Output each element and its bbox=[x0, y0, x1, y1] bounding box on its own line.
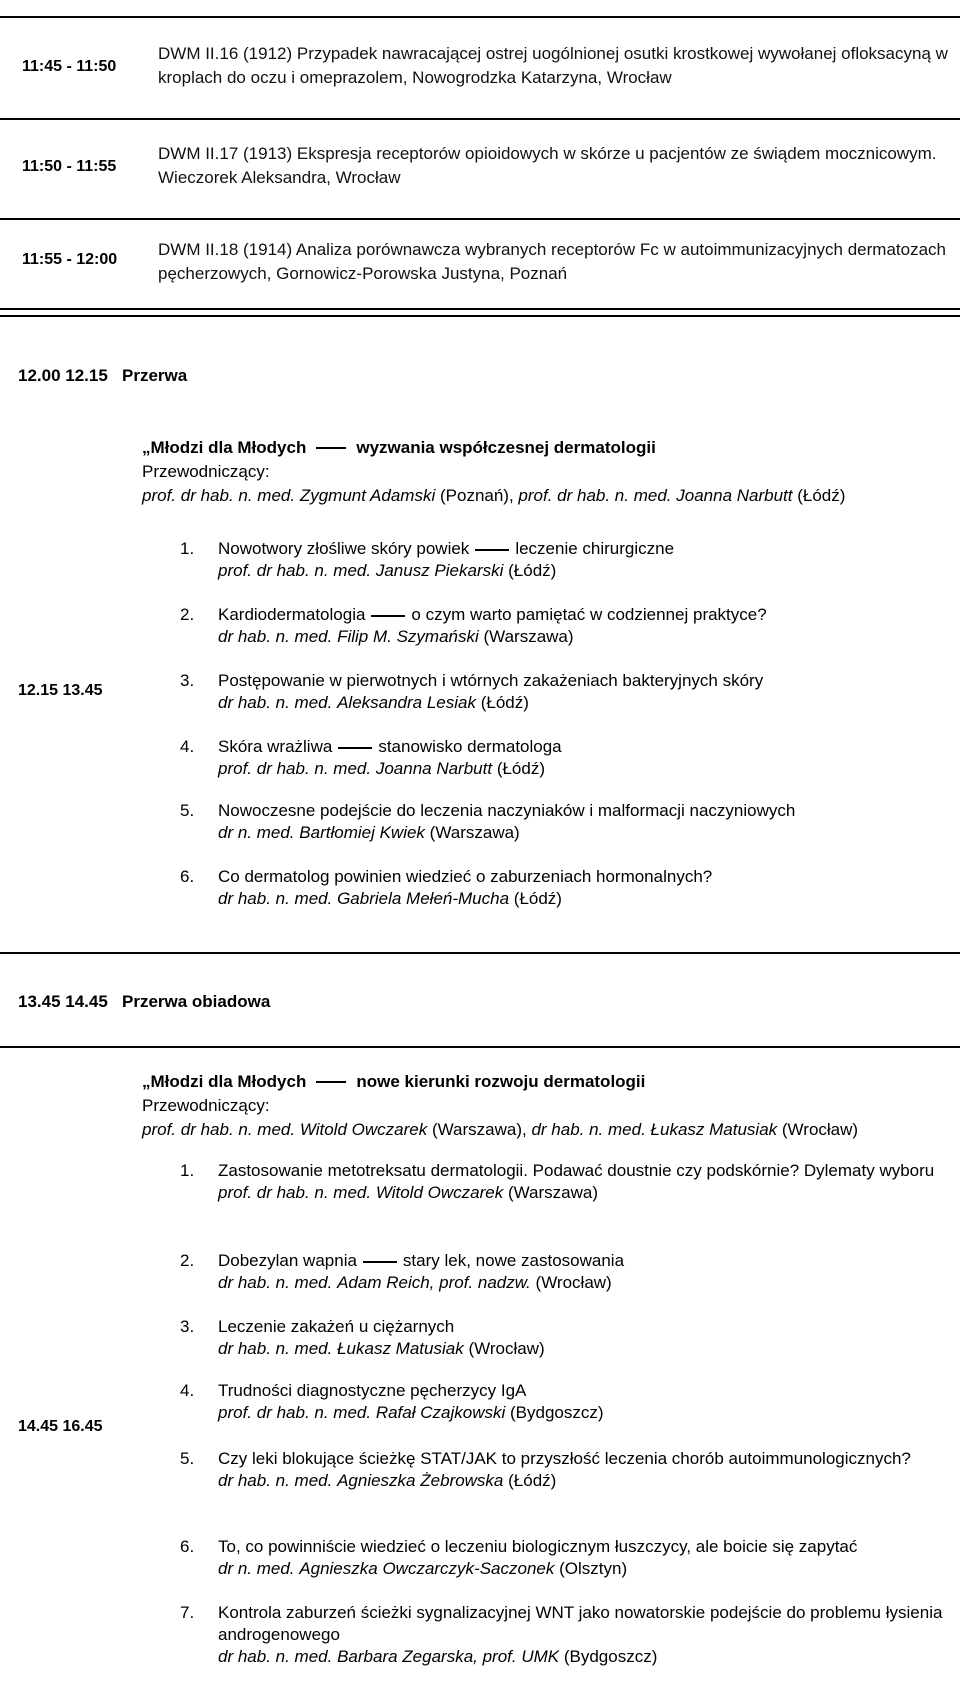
agenda-item bbox=[180, 1316, 955, 1360]
speaker-degree: prof. dr hab. n. med. bbox=[218, 1183, 372, 1202]
item-speaker bbox=[218, 758, 955, 780]
item-text bbox=[218, 1380, 955, 1402]
agenda-item bbox=[180, 1160, 955, 1204]
agenda-item bbox=[180, 538, 955, 582]
chair-city: (Łódź) bbox=[797, 486, 846, 505]
speaker-degree: prof. dr hab. n. med. bbox=[218, 759, 372, 778]
speaker-name: Joanna Narbutt bbox=[375, 759, 493, 778]
item-subtitle: stanowisko dermatologa bbox=[378, 737, 562, 756]
item-speaker bbox=[218, 1338, 955, 1360]
row-description: DWM II.16 (1912) Przypadek nawracającej ostrej uogólnionej osutki krostkowej wywołanej ofloksacyną w kroplach do oczu i omeprazolem, Nowogrodzka Katarzyna, Wrocław bbox=[158, 44, 948, 87]
rule bbox=[0, 16, 960, 18]
agenda-item bbox=[180, 1250, 955, 1294]
chair-name: Witold Owczarek bbox=[299, 1120, 428, 1139]
item-title: Zastosowanie metotreksatu dermatologii. Podawać doustnie czy podskórnie? Dylematy wyboru bbox=[218, 1161, 935, 1180]
speaker-name: Witold Owczarek bbox=[375, 1183, 504, 1202]
item-text bbox=[218, 866, 955, 888]
dash bbox=[363, 1261, 397, 1263]
speaker-degree: dr hab. n. med. bbox=[218, 1273, 333, 1292]
item-text bbox=[218, 1160, 955, 1182]
session-time: 14.45 16.45 bbox=[18, 1418, 103, 1435]
speaker-name: Barbara Zegarska, prof. UMK bbox=[337, 1647, 560, 1666]
chairs bbox=[142, 484, 957, 508]
chair-name: Joanna Narbutt bbox=[676, 486, 793, 505]
item-number: 4. bbox=[180, 1381, 195, 1400]
chair-label: Przewodniczący: bbox=[142, 1096, 270, 1115]
session-title bbox=[142, 436, 957, 460]
break-label: Przerwa obiadowa bbox=[121, 992, 271, 1011]
break-row bbox=[18, 366, 187, 386]
chairs bbox=[142, 1118, 957, 1142]
speaker-degree: dr hab. n. med. bbox=[218, 1471, 333, 1490]
item-text bbox=[218, 538, 955, 560]
session-title-part: wyzwania współczesnej dermatologii bbox=[356, 438, 656, 457]
session-title-part: „Młodzi dla Młodych bbox=[142, 1072, 307, 1091]
item-text bbox=[218, 1536, 955, 1558]
item-number: 2. bbox=[180, 1251, 195, 1270]
item-title: Co dermatolog powinien wiedzieć o zaburzeniach hormonalnych? bbox=[218, 867, 713, 886]
break-row bbox=[18, 992, 270, 1012]
row-description: DWM II.18 (1914) Analiza porównawcza wybranych receptorów Fc w autoimmunizacyjnych dermatozach pęcherzowych, Gornowicz-Porowska Justyna, Poznań bbox=[158, 240, 946, 283]
speaker-city: (Olsztyn) bbox=[559, 1559, 628, 1578]
item-title: Kardiodermatologia bbox=[218, 605, 366, 624]
speaker-name: Agnieszka Owczarczyk-Saczonek bbox=[299, 1559, 555, 1578]
speaker-name: Rafał Czajkowski bbox=[375, 1403, 506, 1422]
item-speaker bbox=[218, 1182, 955, 1204]
break-label: Przerwa bbox=[121, 366, 188, 385]
speaker-degree: dr hab. n. med. bbox=[218, 1339, 333, 1358]
item-number: 5. bbox=[180, 1449, 195, 1468]
item-text bbox=[218, 736, 955, 758]
speaker-name: Janusz Piekarski bbox=[375, 561, 504, 580]
item-title: Postępowanie w pierwotnych i wtórnych zakażeniach bakteryjnych skóry bbox=[218, 671, 764, 690]
chair-label: Przewodniczący: bbox=[142, 462, 270, 481]
agenda-item bbox=[180, 1380, 955, 1424]
item-number: 6. bbox=[180, 867, 195, 886]
item-title: To, co powinniście wiedzieć o leczeniu biologicznym łuszczycy, ale boicie się zapytać bbox=[218, 1537, 858, 1556]
agenda-item bbox=[180, 1536, 955, 1580]
speaker-degree: dr hab. n. med. bbox=[218, 627, 333, 646]
session-title-part: „Młodzi dla Młodych bbox=[142, 438, 307, 457]
speaker-name: Aleksandra Lesiak bbox=[337, 693, 476, 712]
agenda-item bbox=[180, 800, 955, 844]
item-number: 6. bbox=[180, 1537, 195, 1556]
item-text bbox=[218, 1602, 955, 1646]
item-title: Nowotwory złośliwe skóry powiek bbox=[218, 539, 470, 558]
speaker-city: (Łódź) bbox=[508, 1471, 557, 1490]
row-time: 11:55 - 12:00 bbox=[22, 251, 118, 268]
row-time: 11:45 - 11:50 bbox=[22, 58, 117, 75]
chair-city: (Poznań), bbox=[439, 486, 514, 505]
speaker-name: Filip M. Szymański bbox=[337, 627, 479, 646]
rule bbox=[0, 1046, 960, 1048]
speaker-city: (Łódź) bbox=[496, 759, 545, 778]
item-text bbox=[218, 1448, 955, 1470]
speaker-degree: dr n. med. bbox=[218, 823, 295, 842]
chair-degree: dr hab. n. med. bbox=[531, 1120, 646, 1139]
speaker-name: Adam Reich, prof. nadzw. bbox=[337, 1273, 531, 1292]
item-text bbox=[218, 1250, 955, 1272]
row-description: DWM II.17 (1913) Ekspresja receptorów opioidowych w skórze u pacjentów ze świądem mocznicowym. Wieczorek Aleksandra, Wrocław bbox=[158, 144, 937, 187]
item-speaker bbox=[218, 560, 955, 582]
item-speaker bbox=[218, 692, 955, 714]
item-speaker bbox=[218, 1558, 955, 1580]
dash bbox=[475, 549, 509, 551]
speaker-degree: prof. dr hab. n. med. bbox=[218, 561, 372, 580]
rule bbox=[0, 952, 960, 954]
item-speaker bbox=[218, 1646, 955, 1668]
item-speaker bbox=[218, 1470, 955, 1492]
speaker-city: (Warszawa) bbox=[507, 1183, 598, 1202]
chair-degree: prof. dr hab. n. med. bbox=[142, 486, 296, 505]
break-time: 13.45 14.45 bbox=[18, 992, 108, 1011]
speaker-degree: dr n. med. bbox=[218, 1559, 295, 1578]
speaker-degree: prof. dr hab. n. med. bbox=[218, 1403, 372, 1422]
rule bbox=[0, 118, 960, 120]
agenda-item bbox=[180, 1602, 955, 1668]
speaker-name: Bartłomiej Kwiek bbox=[299, 823, 425, 842]
row-time: 11:50 - 11:55 bbox=[22, 158, 117, 175]
item-title: Kontrola zaburzeń ścieżki sygnalizacyjnej WNT jako nowatorskie podejście do problemu łysienia androgenowego bbox=[218, 1603, 943, 1644]
agenda-item bbox=[180, 736, 955, 780]
agenda-item bbox=[180, 670, 955, 714]
rule bbox=[0, 218, 960, 220]
speaker-name: Agnieszka Żebrowska bbox=[337, 1471, 504, 1490]
item-text bbox=[218, 800, 955, 822]
item-speaker bbox=[218, 822, 955, 844]
item-text bbox=[218, 1316, 955, 1338]
dash bbox=[316, 1081, 346, 1083]
agenda-item bbox=[180, 1448, 955, 1492]
speaker-city: (Łódź) bbox=[480, 693, 529, 712]
dash bbox=[338, 747, 372, 749]
speaker-city: (Bydgoszcz) bbox=[510, 1403, 604, 1422]
item-number: 5. bbox=[180, 801, 195, 820]
item-text bbox=[218, 604, 955, 626]
item-title: Leczenie zakażeń u ciężarnych bbox=[218, 1317, 455, 1336]
item-subtitle: leczenie chirurgiczne bbox=[515, 539, 675, 558]
item-number: 7. bbox=[180, 1603, 195, 1622]
item-speaker bbox=[218, 888, 955, 910]
speaker-city: (Wrocław) bbox=[468, 1339, 545, 1358]
item-subtitle: stary lek, nowe zastosowania bbox=[402, 1251, 625, 1270]
session-time: 12.15 13.45 bbox=[18, 682, 103, 699]
item-speaker bbox=[218, 1272, 955, 1294]
chair-city: (Warszawa), bbox=[431, 1120, 527, 1139]
chair-name: Łukasz Matusiak bbox=[650, 1120, 778, 1139]
speaker-city: (Warszawa) bbox=[483, 627, 574, 646]
item-number: 2. bbox=[180, 605, 195, 624]
item-title: Skóra wrażliwa bbox=[218, 737, 333, 756]
speaker-degree: dr hab. n. med. bbox=[218, 693, 333, 712]
item-number: 1. bbox=[180, 539, 195, 558]
session-title-part: nowe kierunki rozwoju dermatologii bbox=[356, 1072, 646, 1091]
item-title: Czy leki blokujące ścieżkę STAT/JAK to przyszłość leczenia chorób autoimmunologicznych? bbox=[218, 1449, 911, 1468]
item-number: 4. bbox=[180, 737, 195, 756]
item-subtitle: o czym warto pamiętać w codziennej praktyce? bbox=[411, 605, 767, 624]
speaker-degree: dr hab. n. med. bbox=[218, 889, 333, 908]
speaker-city: (Warszawa) bbox=[429, 823, 520, 842]
agenda-item bbox=[180, 604, 955, 648]
speaker-city: (Bydgoszcz) bbox=[563, 1647, 658, 1666]
item-speaker bbox=[218, 1402, 955, 1424]
speaker-degree: dr hab. n. med. bbox=[218, 1647, 333, 1666]
speaker-name: Gabriela Mełeń-Mucha bbox=[337, 889, 510, 908]
item-title: Dobezylan wapnia bbox=[218, 1251, 357, 1270]
session-title bbox=[142, 1070, 957, 1094]
agenda-item bbox=[180, 866, 955, 910]
item-title: Trudności diagnostyczne pęcherzycy IgA bbox=[218, 1381, 527, 1400]
double-rule bbox=[0, 308, 960, 317]
session-header bbox=[142, 436, 957, 508]
item-number: 3. bbox=[180, 671, 195, 690]
item-title: Nowoczesne podejście do leczenia naczyniaków i malformacji naczyniowych bbox=[218, 801, 796, 820]
item-number: 3. bbox=[180, 1317, 195, 1336]
session-header bbox=[142, 1070, 957, 1142]
item-text bbox=[218, 670, 955, 692]
chair-degree: prof. dr hab. n. med. bbox=[518, 486, 672, 505]
chair-city: (Wrocław) bbox=[781, 1120, 859, 1139]
speaker-name: Łukasz Matusiak bbox=[337, 1339, 464, 1358]
break-time: 12.00 12.15 bbox=[18, 366, 108, 385]
item-number: 1. bbox=[180, 1161, 195, 1180]
item-speaker bbox=[218, 626, 955, 648]
speaker-city: (Łódź) bbox=[513, 889, 562, 908]
chair-degree: prof. dr hab. n. med. bbox=[142, 1120, 296, 1139]
speaker-city: (Łódź) bbox=[508, 561, 557, 580]
dash bbox=[371, 615, 405, 617]
speaker-city: (Wrocław) bbox=[535, 1273, 612, 1292]
dash bbox=[316, 447, 346, 449]
chair-name: Zygmunt Adamski bbox=[299, 486, 436, 505]
